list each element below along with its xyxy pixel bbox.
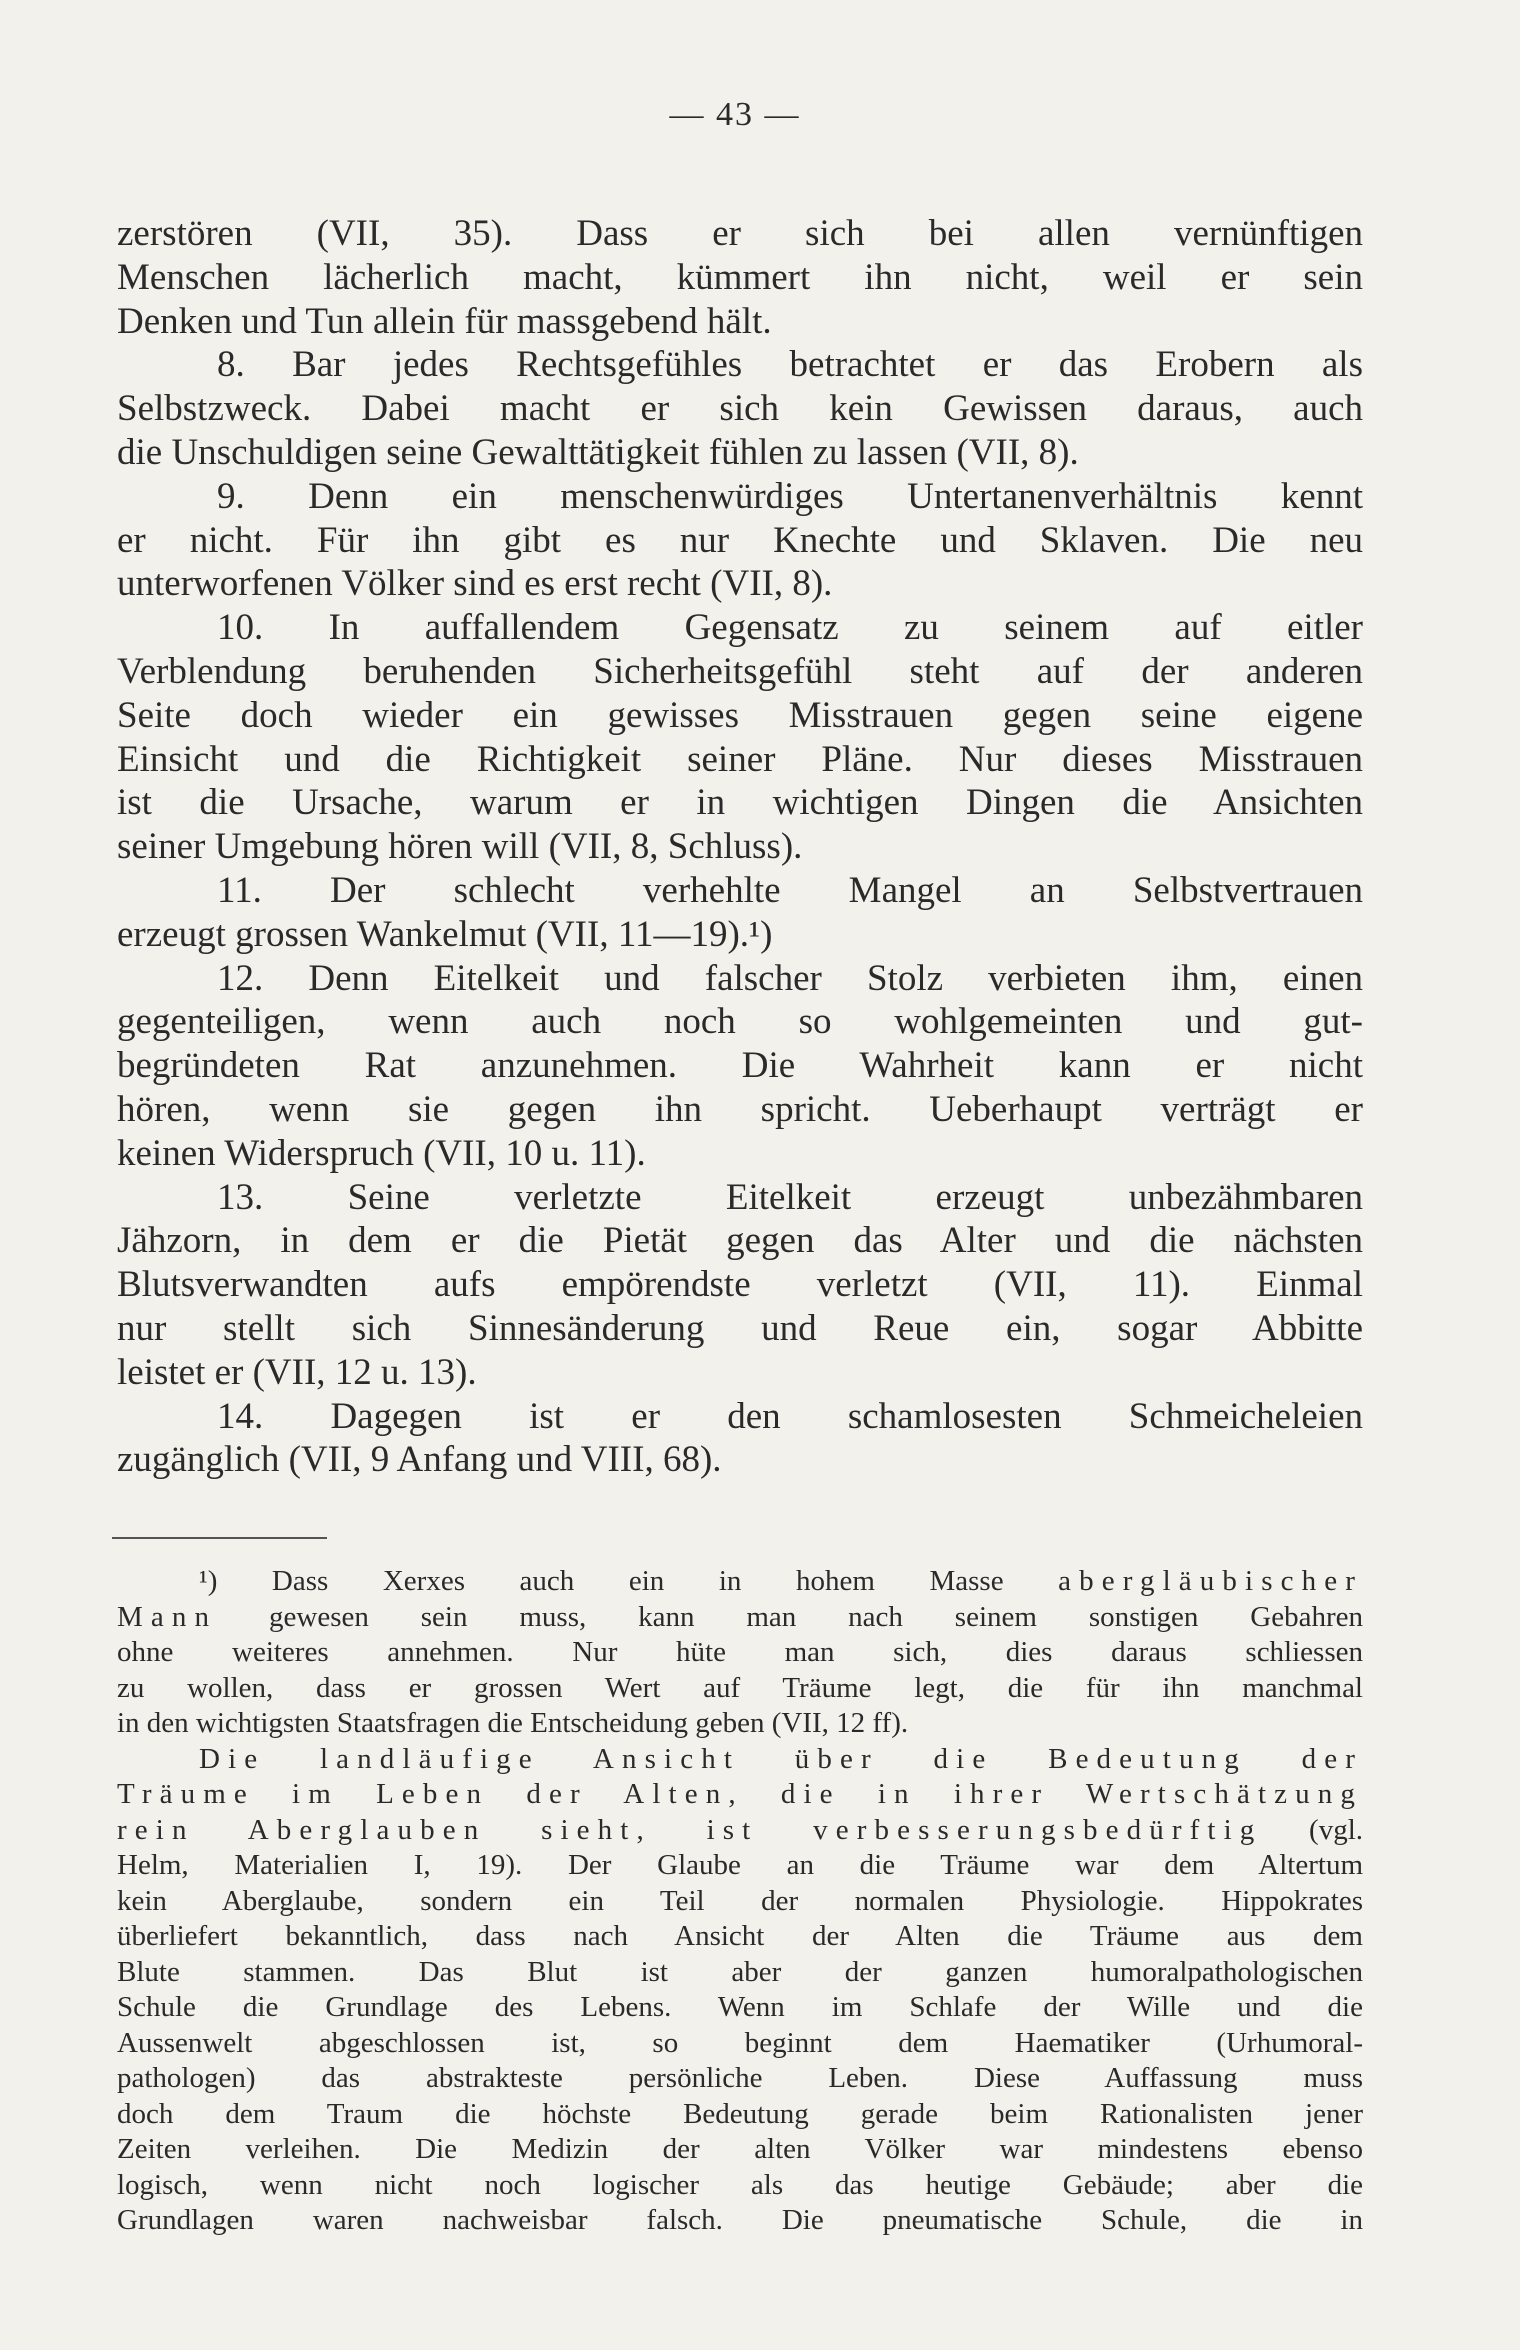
- text-segment: überliefert bekanntlich, dass nach Ansicht der Alten die Träume aus dem: [117, 1920, 1363, 1952]
- body-line: [117, 300, 1363, 344]
- page-number: — 43 —: [669, 96, 801, 133]
- text-segment: in den wichtigsten Staatsfragen die Entscheidung geben (VII, 12 ff).: [117, 1707, 909, 1739]
- footnote-line: [117, 2132, 1363, 2168]
- footnote-line: [117, 1706, 1363, 1742]
- body-line: [117, 1307, 1363, 1351]
- body-paragraph: [117, 343, 1363, 474]
- main-text: [117, 212, 1363, 1482]
- body-paragraph: [117, 1395, 1363, 1483]
- footnotes: [117, 1564, 1363, 2239]
- footnote-line: [117, 2026, 1363, 2062]
- text-segment: zerstören (VII, 35). Dass er sich bei allen vernünftigen: [117, 213, 1363, 254]
- footnote-line: [117, 2097, 1363, 2133]
- body-line: [117, 1351, 1363, 1395]
- body-line: [117, 957, 1363, 1001]
- footnote-line: [117, 1742, 1363, 1778]
- footnote-paragraph: [117, 1564, 1363, 1742]
- text-segment: 11. Der schlecht verhehlte Mangel an Selbstvertrauen: [217, 869, 1363, 911]
- body-paragraph: [117, 212, 1363, 343]
- text-segment: Einsicht und die Richtigkeit seiner Pläne. Nur dieses Misstrauen: [117, 738, 1363, 780]
- spaced-emphasis: rein Aberglauben sieht, ist verbesserungsbedürftig: [117, 1813, 1263, 1846]
- text-segment: keinen Widerspruch (VII, 10 u. 11).: [117, 1132, 646, 1174]
- body-line: [117, 256, 1363, 300]
- spaced-emphasis: Die landläufige Ansicht über die Bedeutung der: [199, 1742, 1363, 1775]
- text-segment: 8. Bar jedes Rechtsgefühles betrachtet er das Erobern als: [217, 344, 1363, 386]
- text-segment: Denken und Tun allein für massgebend hält.: [117, 300, 772, 342]
- footnote-line: [117, 1955, 1363, 1991]
- text-segment: 13. Seine verletzte Eitelkeit erzeugt unbezähmbaren: [217, 1176, 1363, 1218]
- body-line: [117, 475, 1363, 519]
- body-line: [117, 781, 1363, 825]
- footnote-divider: [112, 1537, 327, 1539]
- text-segment: logisch, wenn nicht noch logischer als das heutige Gebäude; aber die: [117, 2168, 1363, 2201]
- text-segment: 9. Denn ein menschenwürdiges Untertanenverhältnis kennt: [217, 475, 1363, 517]
- body-line: [117, 1219, 1363, 1263]
- footnote-line: [117, 1884, 1363, 1920]
- body-line: [117, 1044, 1363, 1088]
- text-segment: pathologen) das abstrakteste persönliche Leben. Diese Auffassung muss: [117, 2062, 1363, 2094]
- footnote-line: [117, 1777, 1363, 1813]
- text-segment: Selbstzweck. Dabei macht er sich kein Gewissen daraus, auch: [117, 388, 1363, 430]
- body-line: [117, 1176, 1363, 1220]
- footnote-line: [117, 1600, 1363, 1636]
- footnote-line: [117, 2061, 1363, 2097]
- text-segment: leistet er (VII, 12 u. 13).: [117, 1351, 477, 1393]
- footnote-line: [117, 1990, 1363, 2026]
- text-segment: zu wollen, dass er grossen Wert auf Träume legt, die für ihn manchmal: [117, 1671, 1363, 1704]
- body-line: [117, 519, 1363, 563]
- footnote-line: [117, 2168, 1363, 2204]
- spaced-emphasis: Mann: [117, 1600, 218, 1633]
- text-segment: unterworfenen Völker sind es erst recht (VII, 8).: [117, 563, 833, 605]
- text-segment: seiner Umgebung hören will (VII, 8, Schluss).: [117, 826, 803, 868]
- text-segment: Blute stammen. Das Blut ist aber der ganzen humoralpathologischen: [117, 1955, 1363, 1988]
- text-segment: (vgl.: [1262, 1813, 1363, 1846]
- text-segment: Blutsverwandten aufs empörendste verletzt (VII, 11). Einmal: [117, 1264, 1363, 1306]
- footnote-line: [117, 1919, 1363, 1955]
- body-line: [117, 1395, 1363, 1439]
- text-segment: Verblendung beruhenden Sicherheitsgefühl steht auf der anderen: [117, 650, 1363, 692]
- spaced-emphasis: abergläubischer: [1058, 1565, 1363, 1597]
- body-line: [117, 606, 1363, 650]
- body-line: [117, 1438, 1363, 1482]
- text-segment: 12. Denn Eitelkeit und falscher Stolz verbieten ihm, einen: [217, 957, 1363, 999]
- body-line: [117, 343, 1363, 387]
- text-segment: Helm, Materialien I, 19). Der Glaube an die Träume war dem Altertum: [117, 1849, 1363, 1881]
- body-line: [117, 1000, 1363, 1044]
- text-segment: gegenteiligen, wenn auch noch so wohlgemeinten und gut-: [117, 1001, 1363, 1043]
- text-segment: begründeten Rat anzunehmen. Die Wahrheit kann er nicht: [117, 1045, 1363, 1087]
- text-segment: Zeiten verleihen. Die Medizin der alten Völker war mindestens ebenso: [117, 2133, 1363, 2165]
- text-segment: nur stellt sich Sinnesänderung und Reue ein, sogar Abbitte: [117, 1307, 1363, 1349]
- spaced-emphasis: Träume im Leben der Alten, die in ihrer Wertschätzung: [117, 1778, 1363, 1810]
- body-line: [117, 562, 1363, 606]
- footnote-line: [117, 1813, 1363, 1849]
- text-segment: 10. In auffallendem Gegensatz zu seinem auf eitler: [217, 607, 1363, 649]
- footnote-line: [117, 1564, 1363, 1600]
- body-line: [117, 869, 1363, 913]
- footnote-paragraph: [117, 1742, 1363, 2239]
- body-line: [117, 650, 1363, 694]
- body-line: [117, 825, 1363, 869]
- body-paragraph: [117, 475, 1363, 606]
- text-segment: er nicht. Für ihn gibt es nur Knechte und Sklaven. Die neu: [117, 519, 1363, 561]
- text-segment: Schule die Grundlage des Lebens. Wenn im Schlafe der Wille und die: [117, 1991, 1363, 2023]
- text-segment: zugänglich (VII, 9 Anfang und VIII, 68).: [117, 1439, 722, 1481]
- body-line: [117, 1132, 1363, 1176]
- text-segment: gewesen sein muss, kann man nach seinem sonstigen Gebahren: [217, 1600, 1363, 1633]
- body-line: [117, 431, 1363, 475]
- body-paragraph: [117, 869, 1363, 957]
- footnote-line: [117, 1848, 1363, 1884]
- body-line: [117, 1263, 1363, 1307]
- body-paragraph: [117, 1176, 1363, 1395]
- body-line: [117, 738, 1363, 782]
- text-segment: Seite doch wieder ein gewisses Misstrauen gegen seine eigene: [117, 694, 1363, 736]
- body-line: [117, 913, 1363, 957]
- text-segment: Grundlagen waren nachweisbar falsch. Die pneumatische Schule, die in: [117, 2204, 1363, 2236]
- text-segment: erzeugt grossen Wankelmut (VII, 11—19).¹): [117, 913, 773, 955]
- text-segment: hören, wenn sie gegen ihn spricht. Ueberhaupt verträgt er: [117, 1088, 1363, 1130]
- body-line: [117, 212, 1363, 256]
- footnote-line: [117, 1671, 1363, 1707]
- body-paragraph: [117, 957, 1363, 1176]
- text-segment: ¹) Dass Xerxes auch ein in hohem Masse: [199, 1565, 1059, 1597]
- text-segment: Aussenwelt abgeschlossen ist, so beginnt dem Haematiker (Urhumoral-: [117, 2026, 1363, 2059]
- footnote-line: [117, 1635, 1363, 1671]
- text-segment: ohne weiteres annehmen. Nur hüte man sich, dies daraus schliessen: [117, 1636, 1363, 1668]
- text-segment: doch dem Traum die höchste Bedeutung gerade beim Rationalisten jener: [117, 2097, 1363, 2130]
- text-segment: Menschen lächerlich macht, kümmert ihn nicht, weil er sein: [117, 256, 1363, 298]
- body-line: [117, 387, 1363, 431]
- footnote-line: [117, 2203, 1363, 2239]
- text-segment: kein Aberglaube, sondern ein Teil der normalen Physiologie. Hippokrates: [117, 1884, 1363, 1917]
- body-line: [117, 1088, 1363, 1132]
- text-segment: 14. Dagegen ist er den schamlosesten Schmeicheleien: [217, 1395, 1363, 1437]
- text-segment: ist die Ursache, warum er in wichtigen Dingen die Ansichten: [117, 782, 1363, 824]
- text-segment: die Unschuldigen seine Gewalttätigkeit fühlen zu lassen (VII, 8).: [117, 431, 1079, 473]
- body-paragraph: [117, 606, 1363, 869]
- body-line: [117, 694, 1363, 738]
- text-segment: Jähzorn, in dem er die Pietät gegen das Alter und die nächsten: [117, 1220, 1363, 1262]
